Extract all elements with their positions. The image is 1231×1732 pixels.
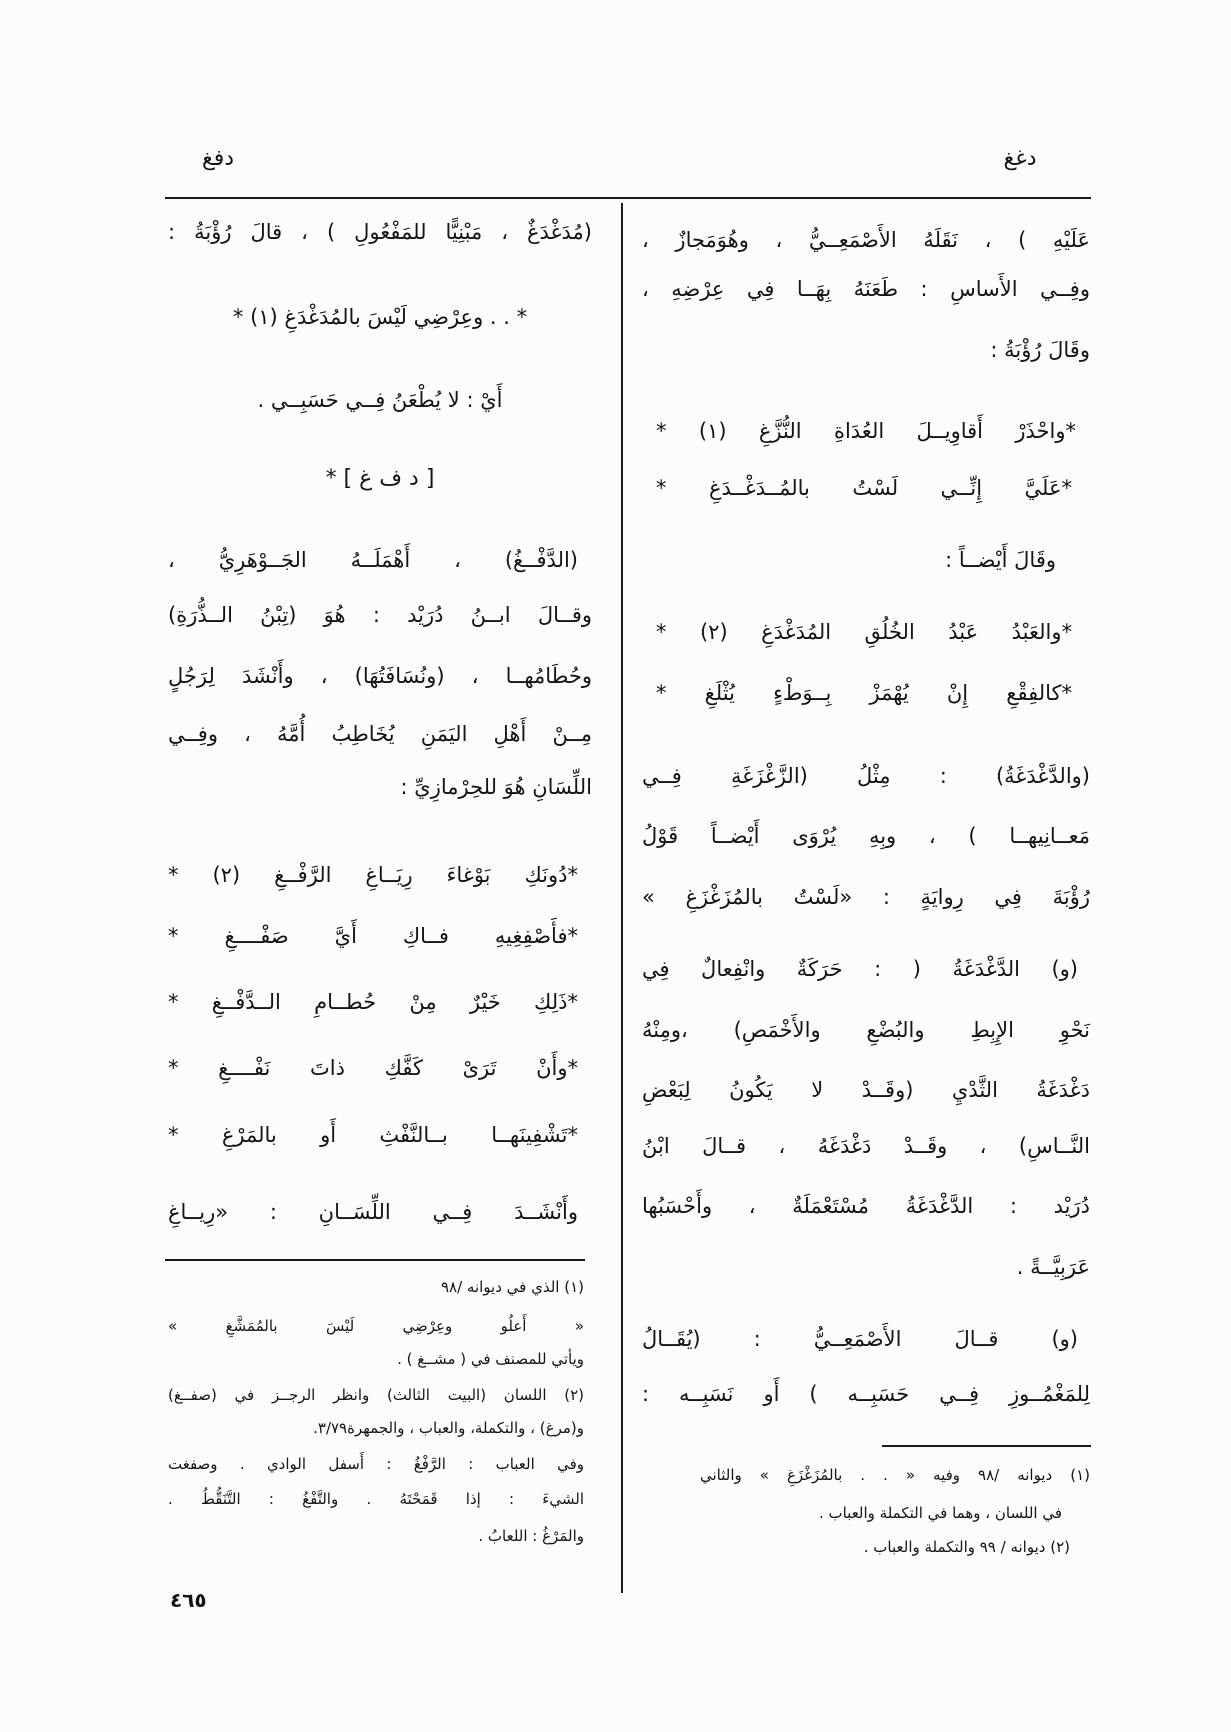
text-line: نَحْوِ الإِبِطِ والبُضْعِ والأَخْمَصِ) ،ومِنْهُ bbox=[642, 1018, 1090, 1042]
header-rule bbox=[165, 197, 1091, 199]
text-line: (مُدَغْدَغٌ ، مَبْنِيًّا للمَفْعُولِ ) ، قالَ رُؤْبَةُ : bbox=[168, 220, 592, 244]
text-line: وحُطَامُهــا ، (ونُسَافَتُهَا) ، وأَنْشَدَ لِرَجُلٍ bbox=[168, 664, 592, 688]
footnote-rule bbox=[165, 1259, 585, 1261]
text-line: (والدَّغْدَغَةُ) : مِثْلُ (الزَّغْزَغَةِ فِــي bbox=[642, 764, 1090, 788]
footnote-line: وفي العباب : الرَّفْغُ : أَسفل الوادي . وصفغت bbox=[168, 1455, 584, 1473]
page-number: ٤٦٥ bbox=[170, 1588, 207, 1612]
footnote-line: في اللسان ، وهما في التكملة والعباب . bbox=[818, 1504, 1062, 1522]
text-line: وأَنْشَــدَ فِــي اللِّسَــانِ : «رِيــاغِ bbox=[168, 1200, 578, 1224]
text-line: اللِّسَانِ هُوَ للحِرْمازِيِّ : bbox=[400, 775, 592, 799]
verse-line: *والعَبْدُ عَبْدُ الخُلُقِ المُدَغْدَغِ (٢) * bbox=[656, 620, 1072, 644]
footnote-line: (١) ديوانه /٩٨ وفيه « . . بالمُزَغْزَغِ » والثاني bbox=[700, 1466, 1090, 1484]
text-line: مَعــانِيهــا ) ، وبِهِ يُرْوَى أَيْضــاً قَوْلُ bbox=[642, 824, 1090, 848]
text-line: دَغْدَغَةُ الثَّدْيِ (وقَــدْ لا يَكُونُ لِبَعْضِ bbox=[642, 1078, 1090, 1102]
footnote-line: (١) الذي في ديوانه /٩٨ bbox=[440, 1278, 584, 1296]
text-line: أَيْ : لا يُطْعَنُ فِــي حَسَبِــي . bbox=[257, 388, 503, 412]
text-line: وقَالَ رُؤْبَةُ : bbox=[990, 338, 1090, 362]
footnote-line: الشيءَ : إذا قَمَحْتَهُ . والتَّفْغُ : التَّنَقُّطُ . bbox=[168, 1490, 584, 1508]
text-line: لِلمَغْمُــوزِ فِــي حَسَبِــه ) أَو نَسَبِــه : bbox=[642, 1382, 1090, 1406]
footnote-rule bbox=[882, 1445, 1091, 1447]
verse-line: *دُونَكِ بَوْغاءَ رِيَــاغِ الرَّفْــغِ (٢) * bbox=[168, 863, 578, 887]
verse-line: *كالفِقْعِ إِنْ يُهْمَزْ بِــوَطْءٍ يُثْلَغِ * bbox=[656, 681, 1072, 705]
text-line: (و) الدَّغْدَغَةُ ( : حَرَكَةٌ وانْفِعالٌ فِي bbox=[642, 957, 1078, 981]
text-line: مِــنْ أَهْلِ اليَمَنِ يُخَاطِبُ أُمَّهُ ، وفِــي bbox=[168, 722, 592, 746]
text-line: النَّــاسِ) ، وقَــدْ دَغْدَغَهُ ، قــالَ ابْنُ bbox=[642, 1134, 1090, 1158]
verse-line: *تَشْفِينَهــا بــالنَّفْثِ أَو بالمَرْغِ * bbox=[168, 1123, 578, 1147]
text-line: عَلَيْهِ ) ، نَقَلَهُ الأَصْمَعِــيُّ ، وهُوَمَجازٌ ، bbox=[642, 228, 1090, 252]
footnote-line: « أَعلُو وعِرْضِي لَيْسَ بالمُمَشَّغِ » bbox=[168, 1317, 584, 1335]
text-line: وقَالَ أَيْضــاً : bbox=[945, 548, 1056, 572]
root-heading: [ د ف غ ] * bbox=[325, 466, 435, 491]
text-line: دُرَيْد : الدَّغْدَغَةُ مُسْتَعْمَلَةٌ ، وأَحْسَبُها bbox=[642, 1194, 1090, 1218]
verse-line: *فأَصْفِغِيهِ فــاكِ أَيَّ صَفْــــغِ * bbox=[168, 924, 578, 948]
verse-line: *عَلَيَّ إِنِّــي لَسْتُ بالمُــدَغْــدَغِ * bbox=[656, 476, 1072, 500]
footnote-line: ويأتي للمصنف في ( مشــغ ) . bbox=[397, 1350, 584, 1368]
text-line: (الدَّفْــغُ) ، أَهْمَلَــهُ الجَــوْهَرِيُّ ، bbox=[168, 548, 578, 572]
verse-line: *واحْذَرْ أَقاوِيــلَ العُدَاةِ النُّزَّغِ (١) * bbox=[656, 419, 1076, 443]
footnote-line: (٢) اللسان (البيت الثالث) وانظر الرجــز في (صفــغ) bbox=[168, 1386, 584, 1404]
verse-line: *ذَلِكِ خَيْرٌ مِنْ حُطــامِ الــدَّفْــغِ * bbox=[168, 990, 578, 1014]
verse-line: * . . وعِرْضِي لَيْسَ بالمُدَغْدَغِ (١) * bbox=[232, 305, 528, 329]
text-line: (و) قــالَ الأَصْمَعِــيُّ : (يُقَــالُ bbox=[642, 1327, 1078, 1351]
text-line: وفِــي الأَساسِ : طَعَنَهُ بِهَــا فِي عِرْضِهِ ، bbox=[642, 277, 1090, 301]
text-line: وقــالَ ابــنُ دُرَيْد : هُوَ (تِبْنُ الــذُّرَةِ) bbox=[168, 603, 592, 627]
header-root-right: دغغ bbox=[1003, 146, 1037, 171]
text-line: رُؤْبَةَ فِي رِوايَةٍ : «لَسْتُ بالمُزَغْزَغِ » bbox=[642, 885, 1090, 909]
footnote-line: و(مرغ) ، والتكملة، والعباب ، والجمهرة٣/٧٩. bbox=[313, 1419, 584, 1437]
footnote-line: والمَرْغُ : اللعابُ . bbox=[478, 1527, 584, 1545]
verse-line: *وأَنْ تَرَىْ كَفَّكِ ذاتَ نَفْــــغِ * bbox=[168, 1056, 578, 1080]
text-line: عَرَبِيَّــةً . bbox=[1016, 1255, 1090, 1279]
header-root-left: دفغ bbox=[201, 146, 235, 171]
column-divider bbox=[621, 203, 623, 1593]
footnote-line: (٢) ديوانه / ٩٩ والتكملة والعباب . bbox=[863, 1538, 1070, 1556]
